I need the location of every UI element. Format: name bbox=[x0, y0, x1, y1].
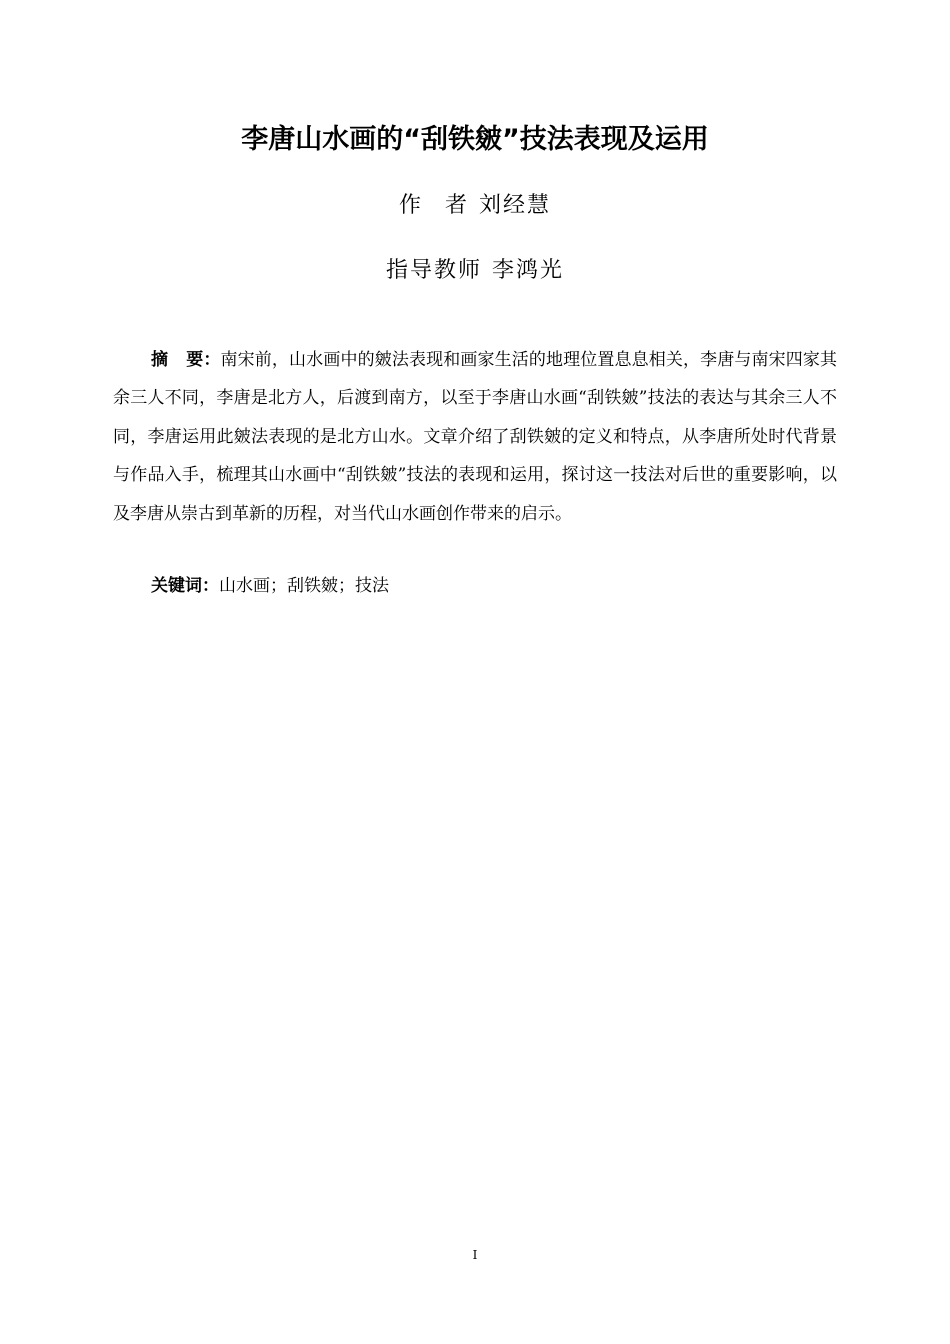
author-label-char2: 者 bbox=[444, 193, 469, 218]
abstract-text: 南宋前，山水画中的皴法表现和画家生活的地理位置息息相关，李唐与南宋四家其余三人不同，李唐是北方人，后渡到南方，以至于李唐山水画“刮铁皴”技法的表达与其余三人不同，李唐运用此皴法表现的是北方山水。文章介绍了刮铁皴的定义和特点，从李唐所处时代背景与作品入手，梳理其山水画中“刮铁皴”技法的表现和运用，探讨这一技法对后世的重要影响，以及李唐从崇古到革新的历程，对当代山水画创作带来的启示。 bbox=[113, 350, 838, 524]
abstract-paragraph bbox=[113, 341, 837, 533]
page-title: 李唐山水画的“刮铁皴”技法表现及运用 bbox=[241, 124, 709, 155]
advisor-line bbox=[0, 254, 950, 288]
author-line bbox=[0, 189, 950, 223]
author-name: 刘经慧 bbox=[479, 193, 552, 218]
advisor-name: 李鸿光 bbox=[492, 258, 565, 283]
keywords-line bbox=[113, 570, 837, 602]
advisor-label: 指导教师 bbox=[385, 258, 482, 283]
abstract-label-char2: 要： bbox=[186, 350, 221, 370]
abstract-label-char1: 摘 bbox=[151, 350, 169, 370]
keywords-text: 山水画；刮铁皴；技法 bbox=[219, 576, 389, 596]
page-number: I bbox=[472, 1248, 478, 1262]
author-label-char1: 作 bbox=[398, 193, 423, 218]
keywords-label: 关键词： bbox=[151, 576, 219, 596]
